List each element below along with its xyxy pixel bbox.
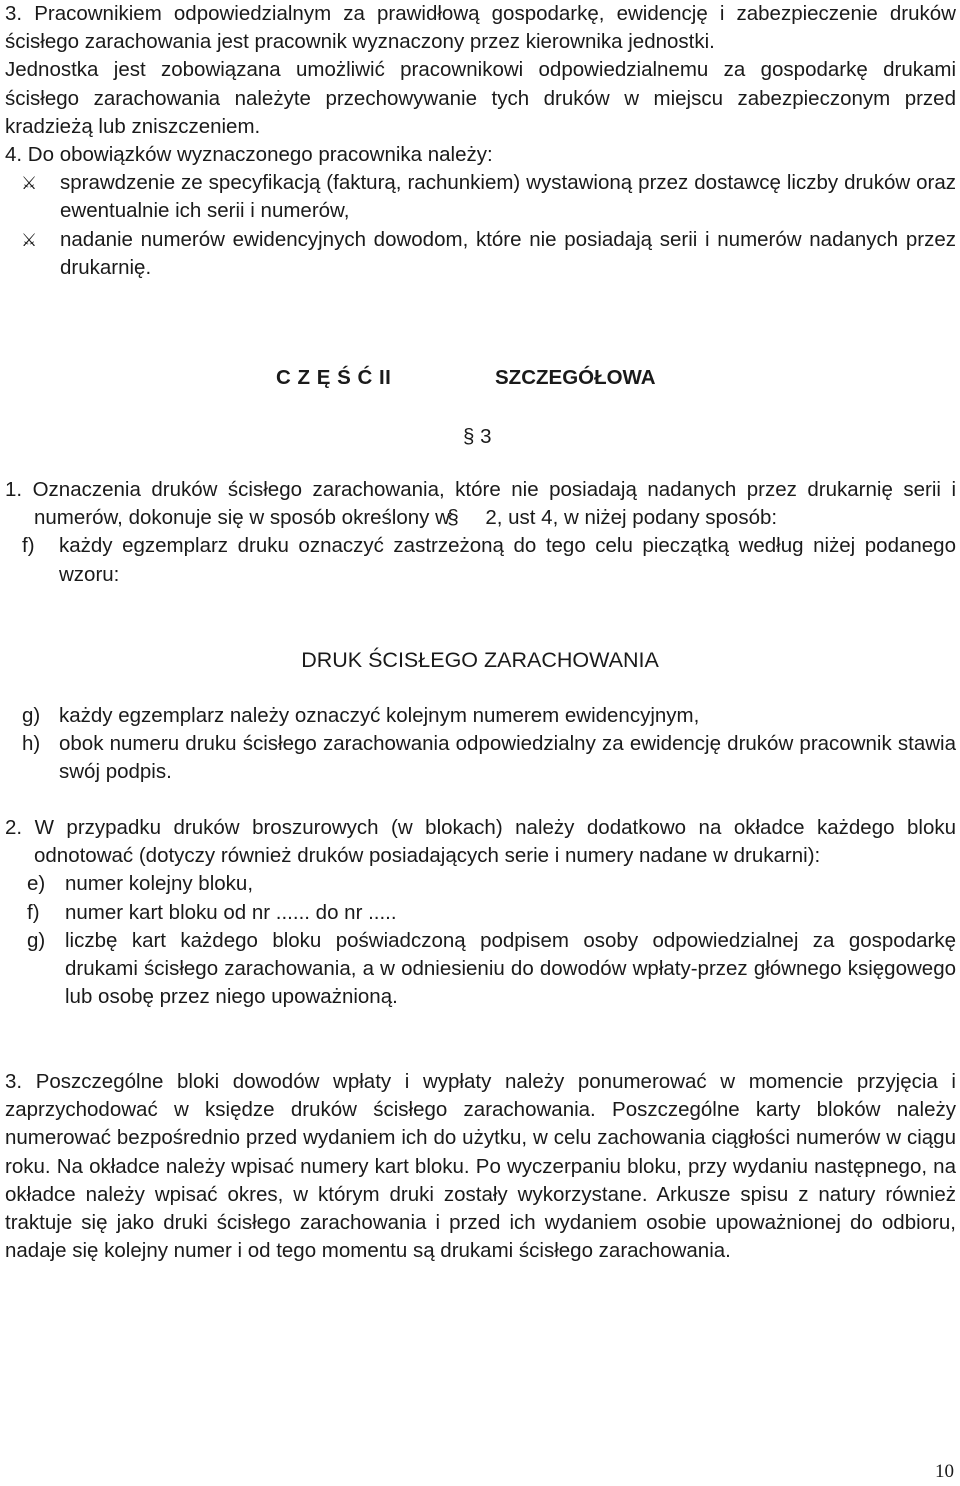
paragraph-1-text-end: 2, ust 4, w niżej podany sposób:: [485, 506, 778, 530]
paragraph-number: 3: [480, 425, 492, 448]
bullet-text: nadanie numerów ewidencyjnych dowodom, które nie posiadają serii i numerów nadanych przez drukarnię.: [60, 227, 956, 279]
item-label: f): [27, 900, 40, 924]
item-text: obok numeru druku ścisłego zarachowania odpowiedzialny za ewidencję druków pracownik stawia swój podpis.: [59, 732, 956, 784]
item-text: numer kolejny bloku,: [65, 872, 254, 896]
paragraph-1-text-start: 1. Oznaczenia druków ścisłego zarachowania, które nie posiadają nadanych przez drukarnię serii i numerów, dokonuje się w sposób określony w: [5, 478, 956, 530]
item-label: g): [27, 928, 46, 952]
list-item: [5, 532, 956, 588]
paragraph-4-intro: 4. Do obowiązków wyznaczonego pracownika należy:: [5, 143, 493, 167]
list-item: [5, 702, 956, 730]
item-label: g): [22, 704, 41, 727]
paragraph-3-storage: Jednostka jest zobowiązana umożliwić pracownikowi odpowiedzialnemu za gospodarkę drukami ścisłego zarachowania należyte przechowywanie tych druków w miejscu zabezpieczonym przed kradzieżą lub zniszczeniem.: [5, 58, 956, 138]
bullet-icon: ⚔: [21, 229, 38, 250]
list-item: [5, 226, 956, 282]
item-label: e): [27, 872, 46, 896]
section-marking-cont: [5, 702, 956, 787]
list-item: [5, 169, 956, 225]
section-sign-icon: §: [463, 425, 475, 448]
section-marking: [5, 476, 956, 589]
list-item: [5, 927, 956, 1012]
list-item: [5, 870, 956, 898]
bullet-icon: ⚔: [21, 173, 38, 194]
stamp-pattern: DRUK ŚCISŁEGO ZARACHOWANIA: [301, 648, 659, 672]
paragraph-1: [5, 476, 956, 532]
section-booklets: [5, 814, 956, 1011]
bullet-text: sprawdzenie ze specyfikacją (fakturą, rachunkiem) wystawioną przez dostawcę liczby druków oraz ewentualnie ich serii i numerów,: [60, 171, 956, 223]
paragraph-2: 2. W przypadku druków broszurowych (w blokach) należy dodatkowo na okładce każdego bloku odnotować (dotyczy również druków posiadających serie i numery nadane w drukarni):: [5, 816, 956, 868]
list-item: [5, 899, 956, 927]
item-text: każdy egzemplarz druku oznaczyć zastrzeżoną do tego celu pieczątką według niżej podanego wzoru:: [59, 534, 956, 586]
paragraph-3-responsible-employee: 3. Pracownikiem odpowiedzialnym za prawidłową gospodarkę, ewidencję i zabezpieczenie druków ścisłego zarachowania jest pracownik wyznaczony przez kierownika jednostki.: [5, 2, 956, 54]
part-heading: C Z Ę Ś Ć II: [276, 366, 392, 389]
item-label: f): [22, 534, 35, 558]
page-number: 10: [935, 1461, 954, 1482]
section-numbering: [5, 1068, 956, 1265]
item-label: h): [22, 732, 41, 756]
item-text: każdy egzemplarz należy oznaczyć kolejnym numerem ewidencyjnym,: [59, 704, 700, 727]
item-text: numer kart bloku od nr ...... do nr .....: [65, 900, 397, 924]
section-sign-icon: §: [447, 506, 459, 530]
paragraph-marker: [463, 423, 492, 451]
paragraph-3-numbering: 3. Poszczególne bloki dowodów wpłaty i wypłaty należy ponumerować w momencie przyjęcia i zaprzychodować w księdze druków ścisłego zarachowania. Poszczególne karty bloków należy numerować bezpośrednio przed wydaniem ich do użytku, w celu zachowania ciągłości numerów w ciągu roku. Na okładce należy wpisać numery kart bloku. Po wyczerpaniu bloku, przy wydaniu następnego, na okładce należy wpisać okres, w którym druki zostały wykorzystane. Arkusze spisu z natury również traktuje się jako druki ścisłego zarachowania i przed ich wydaniem osobie upoważnionej do odbioru, nadaje się kolejny numer i od tego momentu są drukami ścisłego zarachowania.: [5, 1070, 956, 1263]
part-title: SZCZEGÓŁOWA: [495, 366, 656, 389]
item-text: liczbę kart każdego bloku poświadczoną podpisem osoby odpowiedzialnej za gospodarkę drukami ścisłego zarachowania, a w odniesieniu do dowodów wpłaty-przez głównego księgowego lub osobę przez niego upoważnioną.: [65, 928, 956, 1009]
section-obligations: [5, 0, 956, 282]
list-item: [5, 730, 956, 786]
